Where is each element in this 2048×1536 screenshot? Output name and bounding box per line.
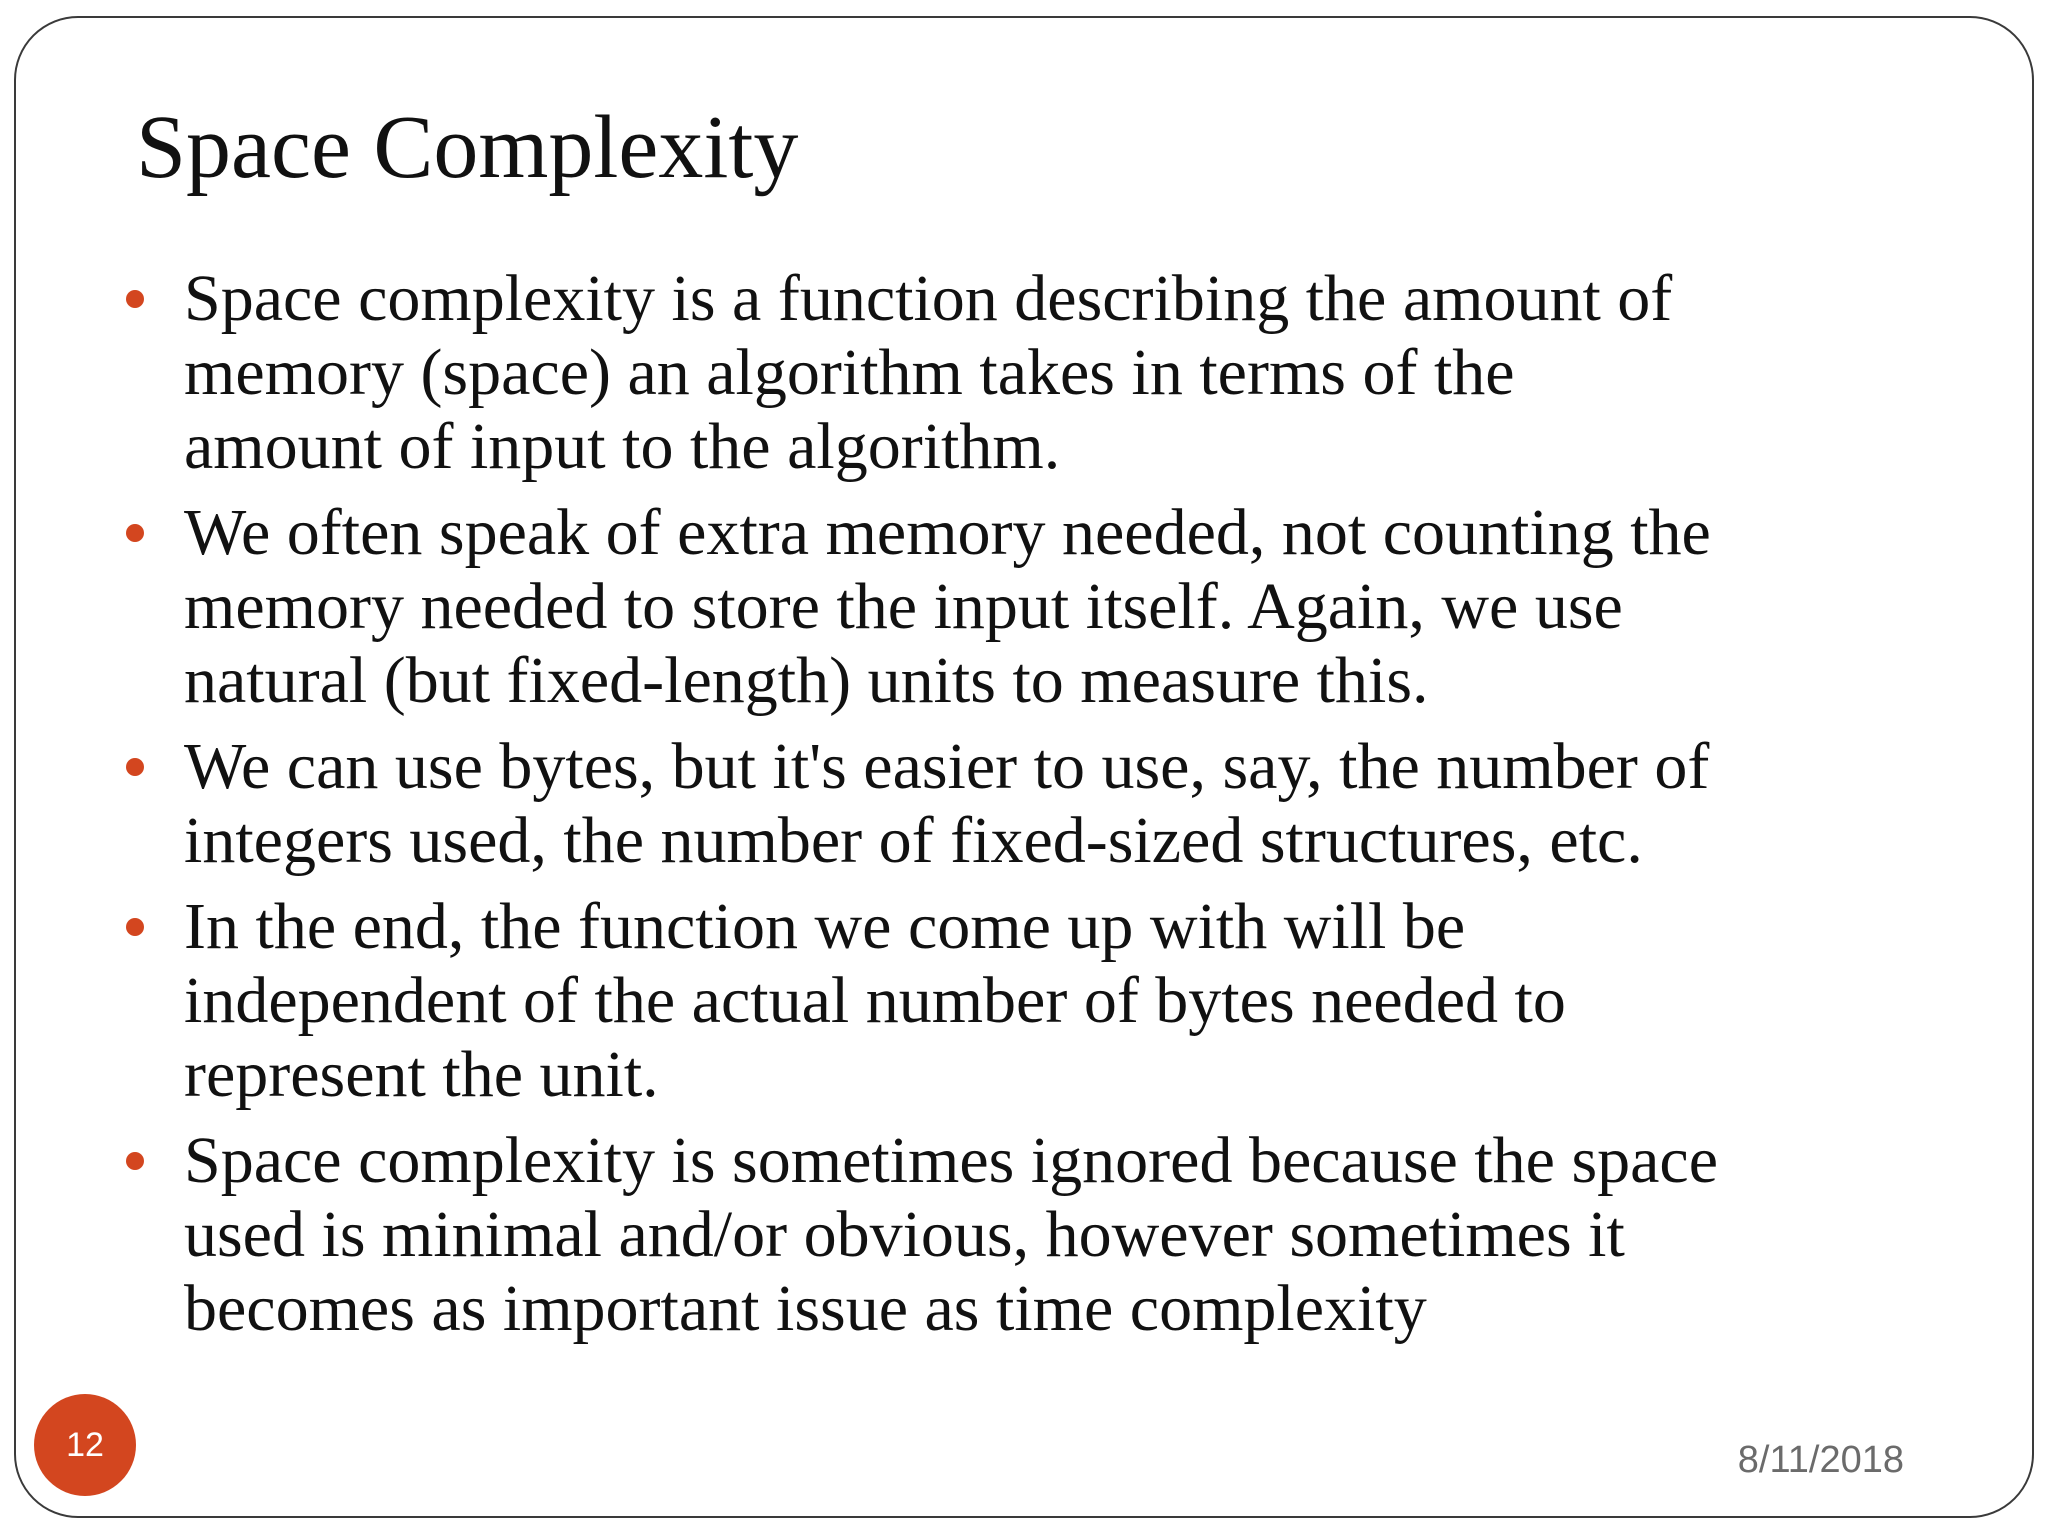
slide-number-badge: 12 bbox=[34, 1394, 136, 1496]
bullet-dot-icon bbox=[126, 918, 144, 936]
bullet-text: In the end, the function we come up with will be independent of the actual number of bytes needed to represent the unit. bbox=[184, 890, 1566, 1111]
bullet-dot-icon bbox=[126, 1152, 144, 1170]
bullet-dot-icon bbox=[126, 524, 144, 542]
bullet-text: We often speak of extra memory needed, not counting the memory needed to store the input itself. Again, we use natural (but fixed-length) units to measure this. bbox=[184, 496, 1711, 717]
slide bbox=[14, 16, 2034, 1518]
bullet-item bbox=[120, 1124, 2020, 1346]
bullet-text: Space complexity is sometimes ignored because the space used is minimal and/or obvious, however sometimes it becomes as important issue as time complexity bbox=[184, 1124, 1719, 1345]
bullet-dot-icon bbox=[126, 758, 144, 776]
slide-title: Space Complexity bbox=[136, 98, 799, 197]
slide-date: 8/11/2018 bbox=[1737, 1439, 1904, 1481]
bullet-item bbox=[120, 496, 2020, 718]
bullet-dot-icon bbox=[126, 290, 144, 308]
bullet-item bbox=[120, 262, 2020, 484]
bullet-item bbox=[120, 890, 2020, 1112]
bullet-item bbox=[120, 730, 2020, 878]
bullet-text: Space complexity is a function describing the amount of memory (space) an algorithm takes in terms of the amount of input to the algorithm. bbox=[184, 262, 1673, 483]
bullet-list bbox=[120, 262, 2020, 1358]
bullet-text: We can use bytes, but it's easier to use, say, the number of integers used, the number of fixed-sized structures, etc. bbox=[184, 730, 1710, 877]
